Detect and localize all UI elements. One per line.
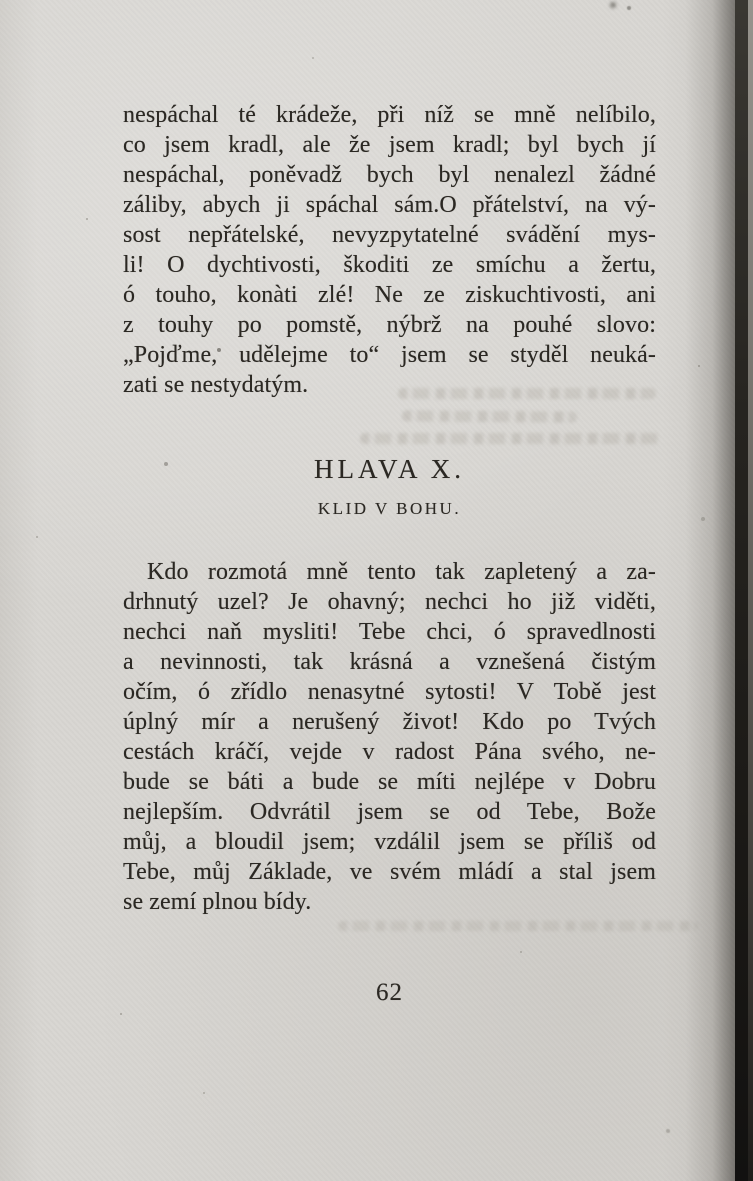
text-line: a nevinnosti, tak krásná a vznešená čistým — [123, 649, 656, 675]
body-paragraph — [123, 557, 656, 917]
show-through-artifact — [402, 410, 577, 422]
scan-edge-band — [735, 0, 748, 1181]
text-line: záliby, abych ji spáchal sám.O přátelství, na vý- — [123, 192, 656, 218]
text-line: ó touho, konàti zlé! Ne ze ziskuchtivosti, ani — [123, 282, 656, 308]
body-paragraph — [123, 100, 656, 400]
show-through-artifact — [338, 921, 698, 931]
text-line: se zemí plnou bídy. — [123, 889, 312, 915]
scan-edge-shadow — [685, 0, 735, 1181]
text-line: sost nepřátelské, nevyzpytatelné svádění mys- — [123, 222, 656, 248]
text-line: nechci naň mysliti! Tebe chci, ó spravedlnosti — [123, 619, 656, 645]
text-line: úplný mír a nerušený život! Kdo po Tvých — [123, 709, 656, 735]
text-line: Kdo rozmotá mně tento tak zapletený a za- — [147, 559, 656, 585]
text-line: cestách kráčí, vejde v radost Pána svého, ne- — [123, 739, 656, 765]
text-line: nespáchal té krádeže, při níž se mně nelíbilo, — [123, 102, 656, 128]
text-line: nejlepším. Odvrátil jsem se od Tebe, Bože — [123, 799, 656, 825]
chapter-heading: HLAVA X. — [313, 454, 466, 484]
text-line: „Pojďme, udělejme to“ jsem se styděl neuká- — [123, 342, 656, 368]
text-line: zati se nestydatým. — [123, 372, 309, 398]
text-line: z touhy po pomstě, nýbrž na pouhé slovo: — [123, 312, 656, 338]
text-line: nespáchal, poněvadž bych byl nenalezl žádné — [123, 162, 656, 188]
show-through-artifact — [360, 433, 660, 444]
text-line: bude se báti a bude se míti nejlépe v Dobru — [123, 769, 656, 795]
text-line: li! O dychtivosti, škoditi ze smíchu a žertu, — [123, 252, 656, 278]
chapter-subtitle: KLID V BOHU. — [317, 499, 462, 518]
text-line: Tebe, můj Základe, ve svém mládí a stal jsem — [123, 859, 656, 885]
page-number: 62 — [376, 979, 403, 1006]
scan-edge-outer — [748, 0, 753, 1181]
paper-speckles-artifact — [0, 0, 2, 2]
text-line: očím, ó zřídlo nenasytné sytosti! V Tobě jest — [123, 679, 656, 705]
text-line: můj, a bloudil jsem; vzdálil jsem se příliš od — [123, 829, 656, 855]
text-line: co jsem kradl, ale že jsem kradl; byl bych jí — [123, 132, 656, 158]
text-line: drhnutý uzel? Je ohavný; nechci ho již viděti, — [123, 589, 656, 615]
